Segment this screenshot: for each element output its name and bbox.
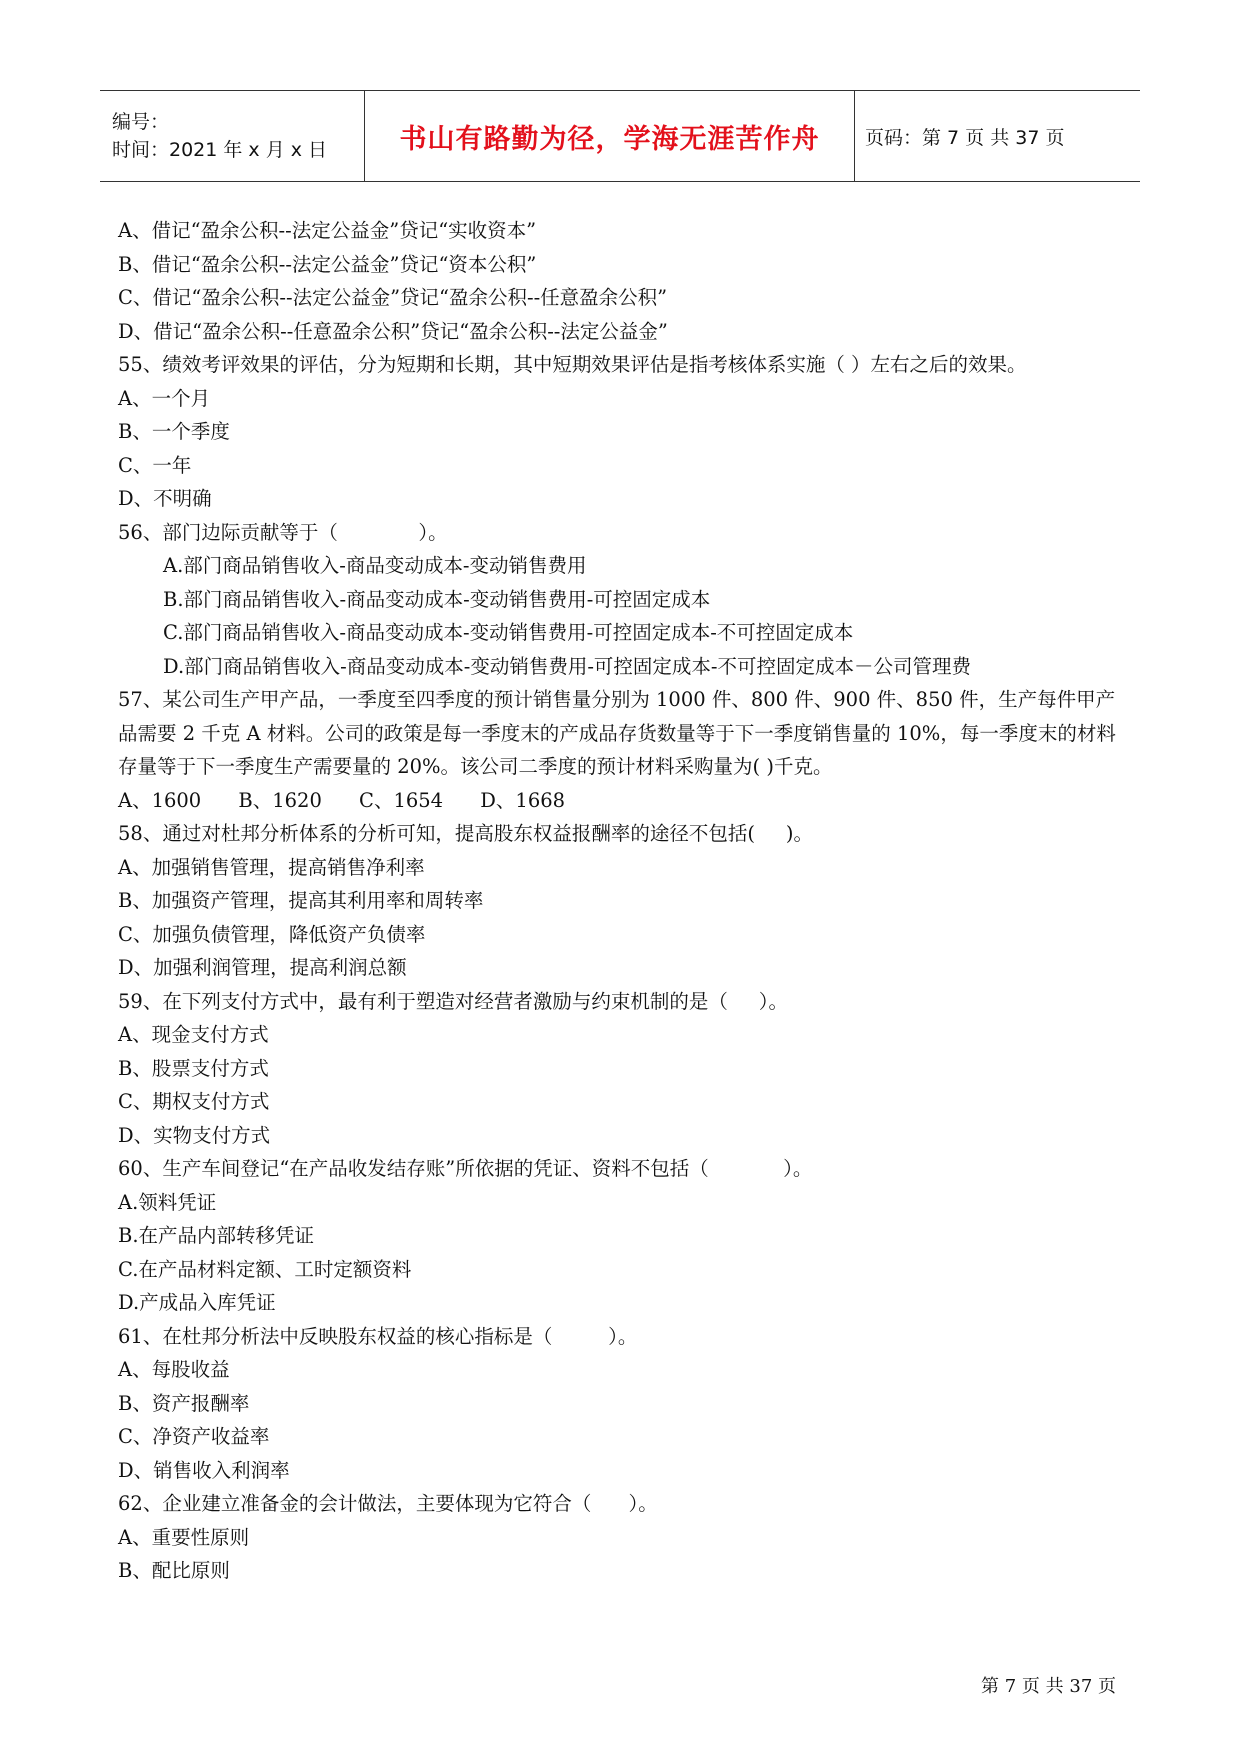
option-line: B、加强资产管理，提高其利用率和周转率 xyxy=(118,889,484,912)
option-line: A、重要性原则 xyxy=(118,1525,250,1549)
option-line: A、1600 B、1620 C、1654 D、1668 xyxy=(118,788,566,812)
page-footer: 第 7 页 共 37 页 xyxy=(981,1676,1116,1697)
option-line: C.部门商品销售收入-商品变动成本-变动销售费用-可控固定成本-不可控固定成本 xyxy=(163,621,854,644)
option-line: C、净资产收益率 xyxy=(118,1425,270,1448)
header-page-info: 页码：第 7 页 共 37 页 xyxy=(865,126,1065,149)
option-line: C、加强负债管理，降低资产负债率 xyxy=(118,922,426,946)
option-line: D、加强利润管理，提高利润总额 xyxy=(118,956,407,979)
header-motto-cell xyxy=(365,91,855,181)
option-line: B、一个季度 xyxy=(118,420,230,443)
option-line: A、每股收益 xyxy=(118,1358,230,1381)
option-line: D、借记“盈余公积--任意盈余公积”贷记“盈余公积--法定公益金” xyxy=(118,319,668,343)
option-line: C.在产品材料定额、工时定额资料 xyxy=(118,1257,412,1281)
question-55: 55、绩效考评效果的评估，分为短期和长期，其中短期效果评估是指考核体系实施（ ）左右之后的效果。 xyxy=(118,353,1027,376)
document-body xyxy=(118,214,1123,1588)
question-59: 59、在下列支付方式中，最有利于塑造对经营者激励与约束机制的是（ ）。 xyxy=(118,989,789,1013)
header-left-cell xyxy=(100,91,365,181)
option-line: A、借记“盈余公积--法定公益金”贷记“实收资本” xyxy=(118,219,537,242)
option-line: B、股票支付方式 xyxy=(118,1056,269,1080)
option-line: A、现金支付方式 xyxy=(118,1023,269,1046)
page-header xyxy=(100,90,1140,182)
document-time-label: 时间：2021 年 x 月 x 日 xyxy=(112,139,328,161)
option-line: D.部门商品销售收入-商品变动成本-变动销售费用-可控固定成本-不可控固定成本－公司管理费 xyxy=(163,654,971,678)
option-line: A.部门商品销售收入-商品变动成本-变动销售费用 xyxy=(163,554,587,577)
option-line: D、实物支付方式 xyxy=(118,1123,271,1147)
question-60: 60、生产车间登记“在产品收发结存账”所依据的凭证、资料不包括（ ）。 xyxy=(118,1157,813,1180)
question-56: 56、部门边际贡献等于（ ）。 xyxy=(118,520,448,544)
header-page-cell xyxy=(855,91,1140,181)
question-58: 58、通过对杜邦分析体系的分析可知，提高股东权益报酬率的途径不包括( )。 xyxy=(118,822,814,845)
option-line: A.领料凭证 xyxy=(118,1190,217,1214)
motto-text: 书山有路勤为径，学海无涯苦作舟 xyxy=(399,123,820,155)
option-line: D、销售收入利润率 xyxy=(118,1458,290,1482)
question-61: 61、在杜邦分析法中反映股东权益的核心指标是（ ）。 xyxy=(118,1324,638,1348)
question-57: 57、某公司生产甲产品，一季度至四季度的预计销售量分别为 1000 件、800 件、900 件、850 件，生产每件甲产品需要 2 千克 A 材料。公司的政策是每一季度末的产成品存货数量等于下一季度销售量的 10%，每一季度末的材料存量等于下一季度生产需要量的 20%。该公司二季度的预计材料采购量为( )千克。 xyxy=(118,688,1116,778)
option-line: B、配比原则 xyxy=(118,1559,230,1582)
option-line: D、不明确 xyxy=(118,487,212,510)
option-line: C、期权支付方式 xyxy=(118,1090,270,1113)
option-line: A、加强销售管理，提高销售净利率 xyxy=(118,855,425,879)
option-line: B.部门商品销售收入-商品变动成本-变动销售费用-可控固定成本 xyxy=(163,587,711,611)
document-number-label: 编号： xyxy=(112,111,170,133)
question-62: 62、企业建立准备金的会计做法，主要体现为它符合（ ）。 xyxy=(118,1492,658,1515)
option-line: D.产成品入库凭证 xyxy=(118,1291,276,1314)
option-line: A、一个月 xyxy=(118,386,211,410)
option-line: C、一年 xyxy=(118,453,192,477)
option-line: C、借记“盈余公积--法定公益金”贷记“盈余公积--任意盈余公积” xyxy=(118,286,668,309)
option-line: B、资产报酬率 xyxy=(118,1391,250,1415)
option-line: B、借记“盈余公积--法定公益金”贷记“资本公积” xyxy=(118,252,537,276)
option-line: B.在产品内部转移凭证 xyxy=(118,1224,315,1247)
